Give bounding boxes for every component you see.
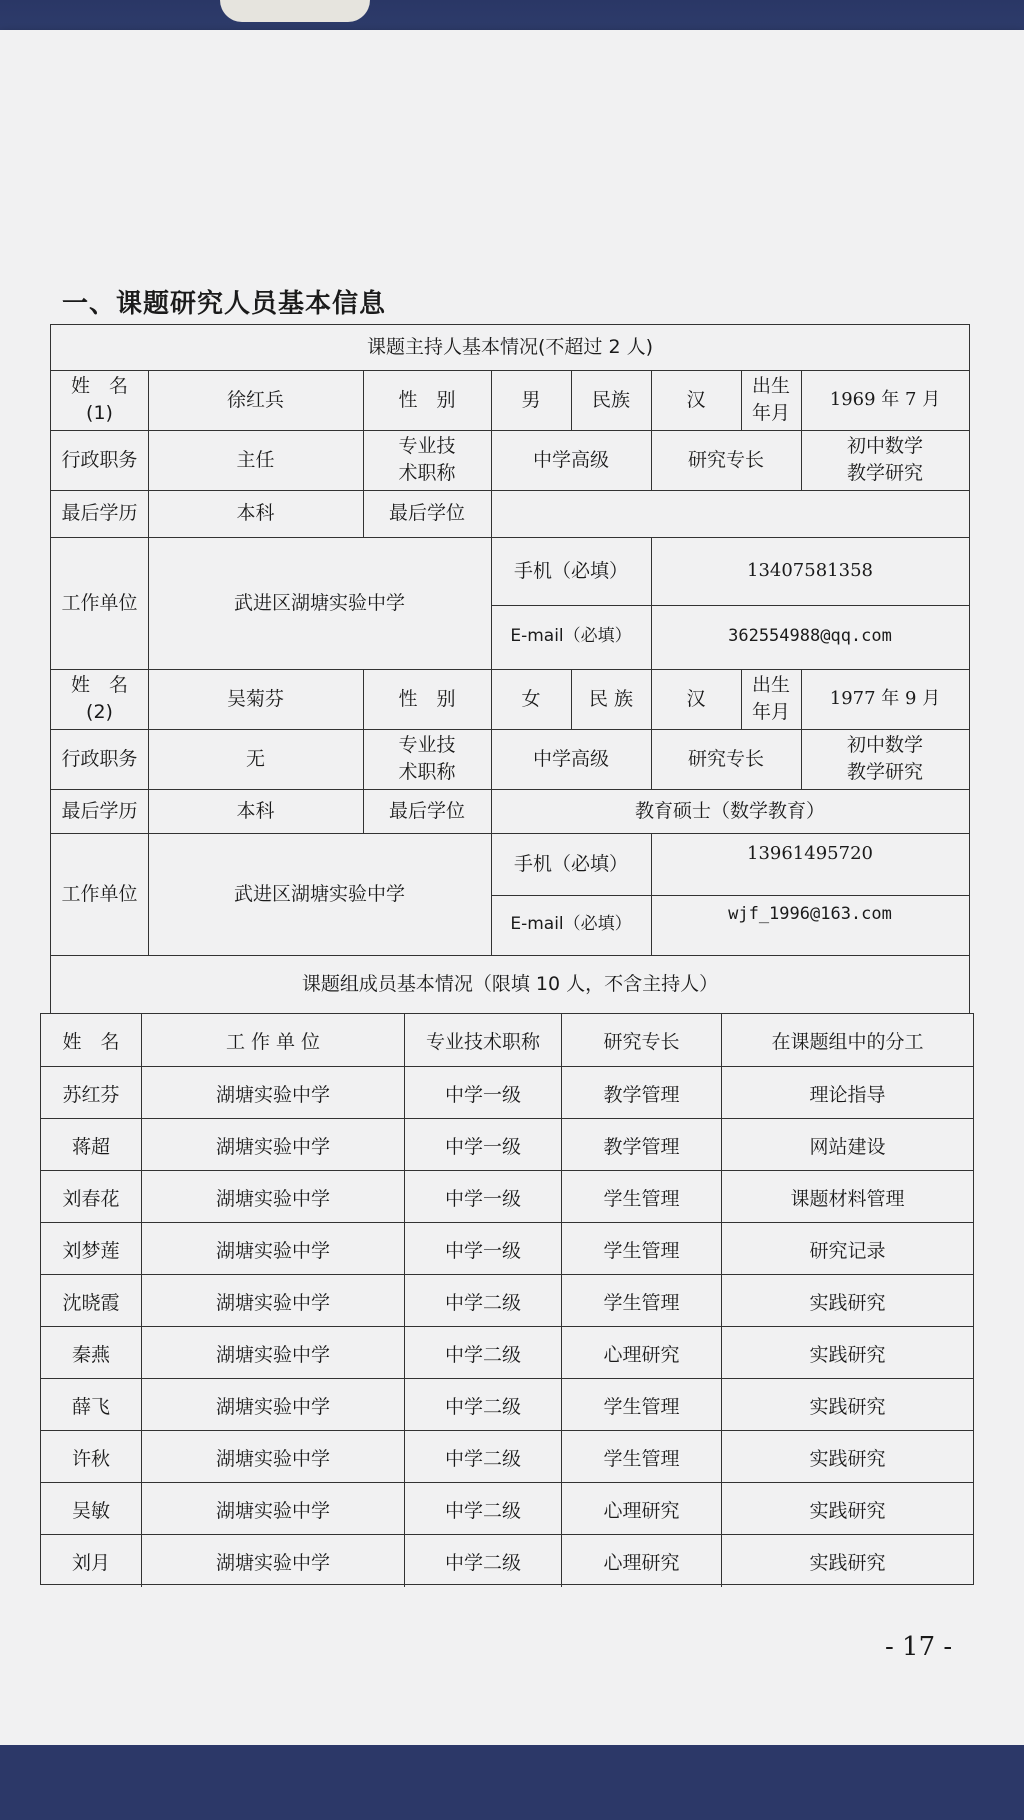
table-row [41,1430,973,1483]
name-label-cell [51,370,148,430]
table-cell: 研究记录 [721,1223,973,1275]
table-row [41,1118,973,1171]
table-cell: 心理研究 [561,1483,721,1535]
table-cell: 中学二级 [404,1379,561,1431]
host-birth: 1969 年 7 月 [829,389,941,411]
table-cell: 中学二级 [404,1535,561,1587]
host-education: 本科 [236,502,275,525]
table-cell: 理论指导 [721,1067,973,1119]
table-cell: 薛飞 [71,1395,110,1418]
host-prof-title: 中学高级 [532,747,609,770]
gender-label: 性 别 [398,687,456,710]
column-header: 在课题组中的分工 [721,1014,973,1066]
name-label-cell [51,669,148,729]
host-phone: 13961495720 [747,843,873,865]
work-unit-label: 工作单位 [61,882,138,905]
host-admin-post: 主任 [236,448,275,471]
table-cell: 湖塘实验中学 [141,1379,404,1431]
host-birth: 1977 年 9 月 [829,688,941,710]
table-cell: 学生管理 [561,1275,721,1327]
hosts-header: 课题主持人基本情况(不超过 2 人) [367,336,653,359]
table-cell: 湖塘实验中学 [141,1119,404,1171]
table-cell: 刘春花 [62,1187,120,1210]
table-cell: 中学二级 [404,1327,561,1379]
host-work-unit: 武进区湖塘实验中学 [233,882,405,905]
table-cell: 湖塘实验中学 [141,1431,404,1483]
email-label: E-mail（必填） [510,914,632,935]
host-name: 徐红兵 [226,388,284,411]
table-cell: 实践研究 [721,1327,973,1379]
birth-label: 出生 年月 [751,674,790,723]
host-degree [491,490,969,537]
table-cell: 教学管理 [561,1119,721,1171]
table-cell: 湖塘实验中学 [141,1327,404,1379]
host-index: (1) [86,402,113,424]
host-prof-title: 中学高级 [532,448,609,471]
table-cell: 中学一级 [404,1067,561,1119]
table-row [41,1378,973,1431]
table-cell: 刘月 [71,1551,110,1574]
table-cell: 沈晓霞 [62,1291,120,1314]
table-cell: 学生管理 [561,1171,721,1223]
host-ethnicity: 汉 [686,388,706,411]
section-title: 一、课题研究人员基本信息 [62,289,387,319]
host-specialty: 初中数学 教学研究 [846,435,923,484]
gender-label: 性 别 [398,388,456,411]
degree-label: 最后学位 [388,502,465,525]
members-table [40,1013,974,1585]
table-cell: 实践研究 [721,1483,973,1535]
table-cell: 中学一级 [404,1171,561,1223]
table-cell: 中学一级 [404,1223,561,1275]
table-cell: 实践研究 [721,1379,973,1431]
members-header: 课题组成员基本情况（限填 10 人，不含主持人） [301,972,719,995]
table-cell: 中学二级 [404,1483,561,1535]
degree-label: 最后学位 [388,799,465,822]
admin-post-label: 行政职务 [61,448,138,471]
table-cell: 中学二级 [404,1431,561,1483]
table-cell: 吴敏 [71,1499,110,1522]
name-label: 姓 名 [70,375,128,398]
table-cell: 课题材料管理 [721,1171,973,1223]
column-header: 姓 名 [62,1030,120,1053]
table-cell: 湖塘实验中学 [141,1067,404,1119]
phone-label: 手机（必填） [513,559,628,582]
prof-title-label: 专业技 术职称 [398,734,456,783]
specialty-label: 研究专长 [687,448,764,471]
host-admin-post: 无 [245,747,265,770]
table-row [41,1222,973,1275]
table-cell: 心理研究 [561,1535,721,1587]
table-cell: 实践研究 [721,1431,973,1483]
table-cell: 网站建设 [721,1119,973,1171]
table-cell: 实践研究 [721,1535,973,1587]
table-cell: 学生管理 [561,1431,721,1483]
email-label: E-mail（必填） [510,626,632,647]
work-unit-label: 工作单位 [61,591,138,614]
table-cell: 实践研究 [721,1275,973,1327]
host-education: 本科 [236,799,275,822]
table-cell: 秦燕 [71,1343,110,1366]
prof-title-label: 专业技 术职称 [398,435,456,484]
host-email: 362554988@qq.com [728,626,892,647]
table-row [41,1534,973,1587]
table-cell: 湖塘实验中学 [141,1223,404,1275]
host-phone: 13407581358 [747,560,873,582]
tissue-object [220,0,370,22]
column-header: 专业技术职称 [404,1014,561,1066]
table-cell: 学生管理 [561,1223,721,1275]
table-row [41,1274,973,1327]
host-index: (2) [86,701,113,723]
admin-post-label: 行政职务 [61,747,138,770]
table-cell: 苏红芬 [62,1083,120,1106]
table-cell: 刘梦莲 [62,1239,120,1262]
host-name: 吴菊芬 [226,687,284,710]
members-header-row [41,1014,973,1066]
table-cell: 蒋超 [71,1135,110,1158]
desk-background-bottom [0,1745,1024,1820]
table-cell: 湖塘实验中学 [141,1275,404,1327]
host-ethnicity: 汉 [686,687,706,710]
table-row [41,1170,973,1223]
table-row [41,1326,973,1379]
table-cell: 湖塘实验中学 [141,1171,404,1223]
hosts-table [50,324,970,1014]
host-gender: 男 [521,388,541,411]
birth-label: 出生 年月 [751,375,790,424]
table-row [41,1482,973,1535]
host-work-unit: 武进区湖塘实验中学 [233,591,405,614]
table-cell: 教学管理 [561,1067,721,1119]
page-number: - 17 - [885,1632,953,1662]
table-cell: 中学二级 [404,1275,561,1327]
ethnicity-label: 民 族 [588,687,634,710]
table-cell: 心理研究 [561,1327,721,1379]
ethnicity-label: 民族 [591,388,630,411]
education-label: 最后学历 [61,502,138,525]
column-header: 研究专长 [561,1014,721,1066]
host-specialty: 初中数学 教学研究 [846,734,923,783]
table-cell: 湖塘实验中学 [141,1535,404,1587]
table-cell: 许秋 [71,1447,110,1470]
table-row [41,1066,973,1119]
column-header: 工 作 单 位 [141,1014,404,1066]
education-label: 最后学历 [61,799,138,822]
name-label: 姓 名 [70,674,128,697]
specialty-label: 研究专长 [687,747,764,770]
host-email: wjf_1996@163.com [728,904,892,925]
table-cell: 湖塘实验中学 [141,1483,404,1535]
phone-label: 手机（必填） [513,852,628,875]
table-cell: 中学一级 [404,1119,561,1171]
table-cell: 学生管理 [561,1379,721,1431]
host-gender: 女 [521,687,541,710]
host-degree: 教育硕士（数学教育） [634,799,825,822]
